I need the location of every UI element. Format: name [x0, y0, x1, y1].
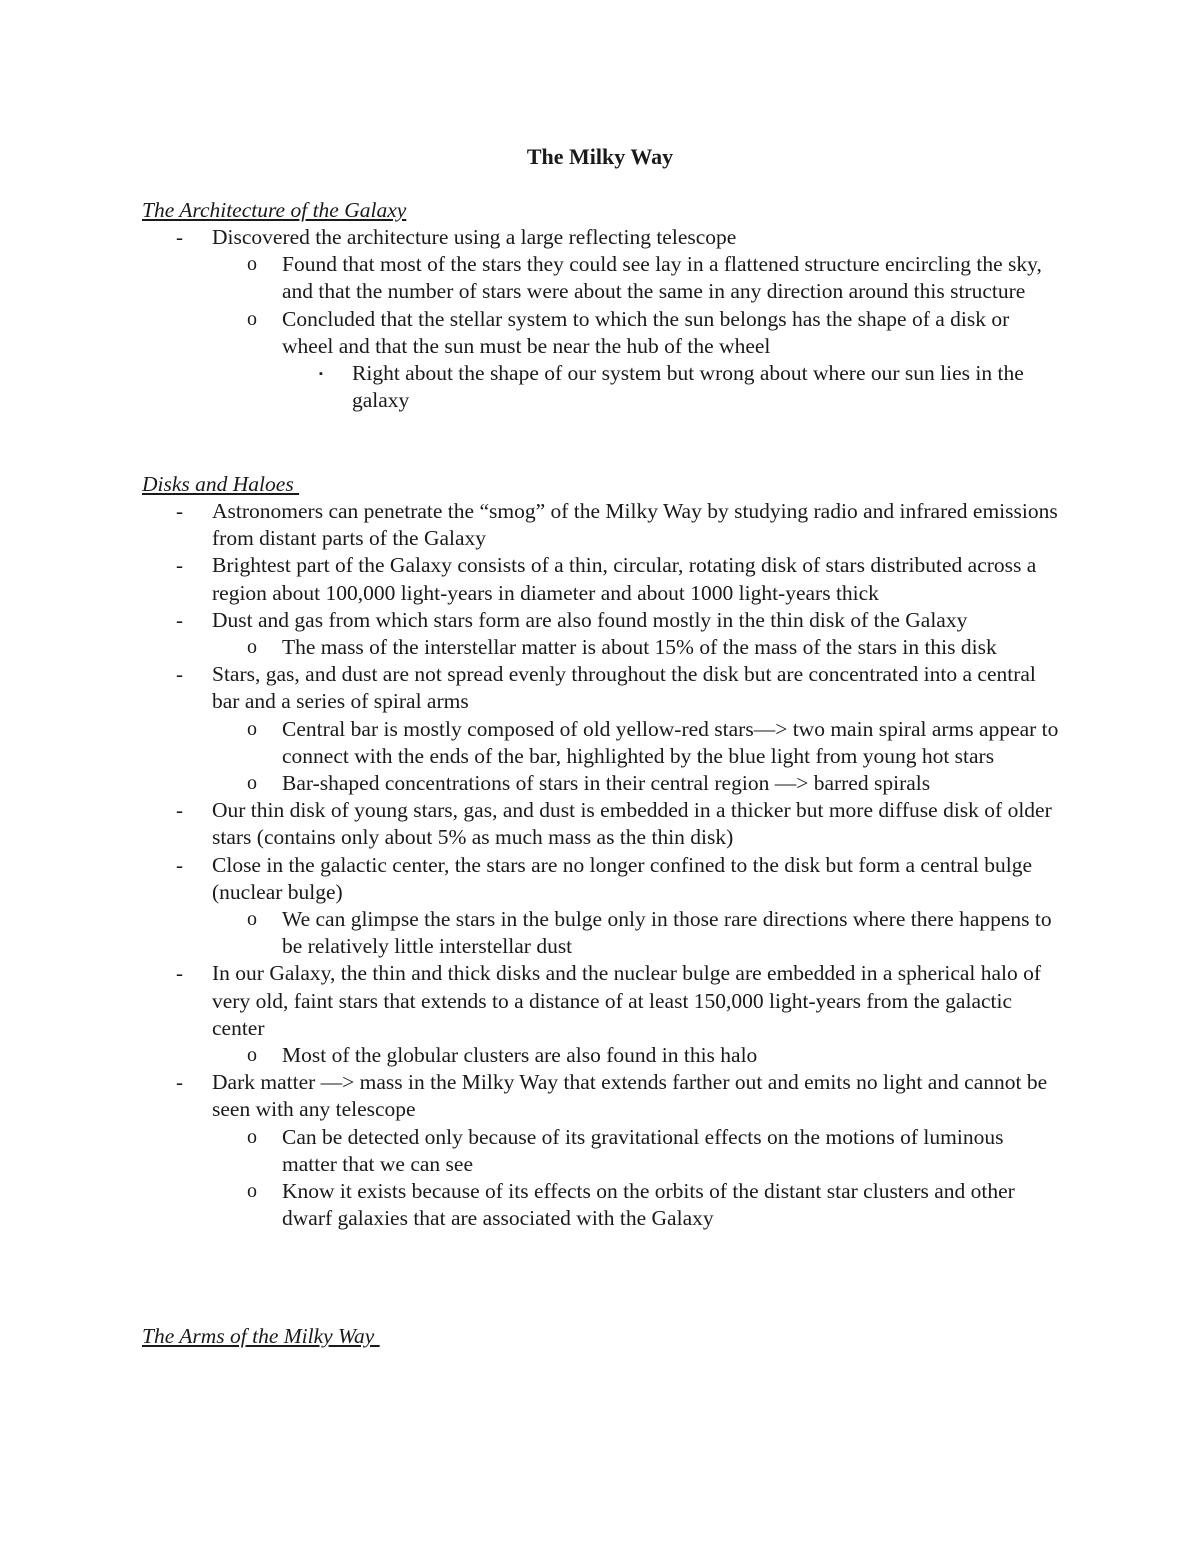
- page-title: The Milky Way: [526, 144, 674, 169]
- section-heading: Disks and Haloes: [142, 472, 300, 496]
- list-item-text: In our Galaxy, the thin and thick disks and the nuclear bulge are embedded in a spherical halo of very old, faint stars that extends to a distance of at least 150,000 light-years from the galactic center: [212, 961, 1042, 1040]
- list-item-text: Dark matter —> mass in the Milky Way that extends farther out and emits no light and cannot be seen with any telescope: [212, 1070, 1048, 1122]
- circle-bullet-icon: o: [247, 717, 257, 740]
- circle-bullet-icon: o: [247, 772, 257, 795]
- list-item: [142, 797, 1062, 851]
- list-item: [142, 251, 1062, 305]
- list-item-text: Discovered the architecture using a large reflecting telescope: [212, 225, 737, 249]
- dash-bullet-icon: -: [176, 553, 183, 578]
- dash-bullet-icon: -: [176, 1070, 183, 1095]
- dash-bullet-icon: -: [176, 499, 183, 523]
- list-item-text: Found that most of the stars they could see lay in a flattened structure encircling the sky, and that the number of stars were about the same in any direction around this structure: [282, 252, 1042, 304]
- list-item: [142, 306, 1062, 360]
- dash-bullet-icon: -: [176, 662, 183, 687]
- list-item-text: Central bar is mostly composed of old yellow-red stars—> two main spiral arms appear to connect with the ends of the bar, highlighted by the blue light from young hot stars: [282, 716, 1059, 768]
- list-item: [142, 770, 1062, 797]
- list-item-text: Brightest part of the Galaxy consists of a thin, circular, rotating disk of stars distributed across a region about 100,000 light-years in diameter and about 1000 light-years thick: [212, 553, 1037, 605]
- dash-bullet-icon: -: [176, 961, 183, 986]
- section-heading: The Architecture of the Galaxy: [142, 198, 407, 222]
- list-item: [142, 852, 1062, 906]
- list-item: [142, 607, 1062, 634]
- dash-bullet-icon: -: [176, 225, 183, 249]
- circle-bullet-icon: o: [247, 1125, 257, 1148]
- list-item-text: Most of the globular clusters are also found in this halo: [282, 1043, 758, 1068]
- dash-bullet-icon: -: [176, 607, 183, 632]
- section-heading: The Arms of the Milky Way: [142, 1324, 380, 1348]
- circle-bullet-icon: o: [247, 908, 257, 931]
- list-item-text: Astronomers can penetrate the “smog” of the Milky Way by studying radio and infrared emissions from distant parts of the Galaxy: [212, 499, 1058, 551]
- list-item: [142, 552, 1062, 606]
- list-item-text: Can be detected only because of its gravitational effects on the motions of luminous matter that we can see: [282, 1124, 1004, 1176]
- list-item-text: Close in the galactic center, the stars are no longer confined to the disk but form a central bulge (nuclear bulge): [212, 852, 1033, 904]
- list-item-text: Right about the shape of our system but wrong about where our sun lies in the galaxy: [352, 361, 1024, 413]
- list-item-text: Know it exists because of its effects on the orbits of the distant star clusters and other dwarf galaxies that are associated with the Galaxy: [282, 1179, 1015, 1231]
- circle-bullet-icon: o: [247, 307, 257, 330]
- dash-bullet-icon: -: [176, 852, 183, 877]
- circle-bullet-icon: o: [247, 636, 257, 659]
- circle-bullet-icon: o: [247, 1180, 257, 1203]
- bullet-list: [142, 224, 1062, 414]
- bullet-list: [142, 498, 1062, 1232]
- section-architecture: [142, 197, 1062, 414]
- list-item: [142, 1178, 1062, 1232]
- list-item: [142, 1124, 1062, 1178]
- list-item: [142, 1069, 1062, 1123]
- list-item: [142, 960, 1062, 1042]
- section-arms: [142, 1323, 1062, 1350]
- list-item-text: The mass of the interstellar matter is about 15% of the mass of the stars in this disk: [282, 635, 997, 660]
- list-item: [142, 716, 1062, 770]
- list-item-text: Stars, gas, and dust are not spread evenly throughout the disk but are concentrated into a central bar and a series of spiral arms: [212, 662, 1036, 714]
- dash-bullet-icon: -: [176, 798, 183, 823]
- list-item: [142, 360, 1062, 414]
- list-item: [142, 1042, 1062, 1069]
- list-item: [142, 906, 1062, 960]
- list-item: [142, 661, 1062, 715]
- section-disks-and-haloes: [142, 471, 1062, 1232]
- list-item-text: Bar-shaped concentrations of stars in their central region —> barred spirals: [282, 771, 931, 796]
- list-item: [142, 224, 1062, 251]
- circle-bullet-icon: o: [247, 253, 257, 276]
- circle-bullet-icon: o: [247, 1044, 257, 1067]
- square-bullet-icon: ▪: [319, 368, 323, 381]
- list-item-text: Our thin disk of young stars, gas, and dust is embedded in a thicker but more diffuse disk of older stars (contains only about 5% as much mass as the thin disk): [212, 798, 1052, 850]
- list-item-text: Dust and gas from which stars form are also found mostly in the thin disk of the Galaxy: [212, 607, 968, 632]
- list-item: [142, 498, 1062, 552]
- list-item-text: Concluded that the stellar system to which the sun belongs has the shape of a disk or wheel and that the sun must be near the hub of the wheel: [282, 306, 1010, 358]
- list-item-text: We can glimpse the stars in the bulge only in those rare directions where there happens to be relatively little interstellar dust: [282, 907, 1052, 959]
- list-item: [142, 634, 1062, 661]
